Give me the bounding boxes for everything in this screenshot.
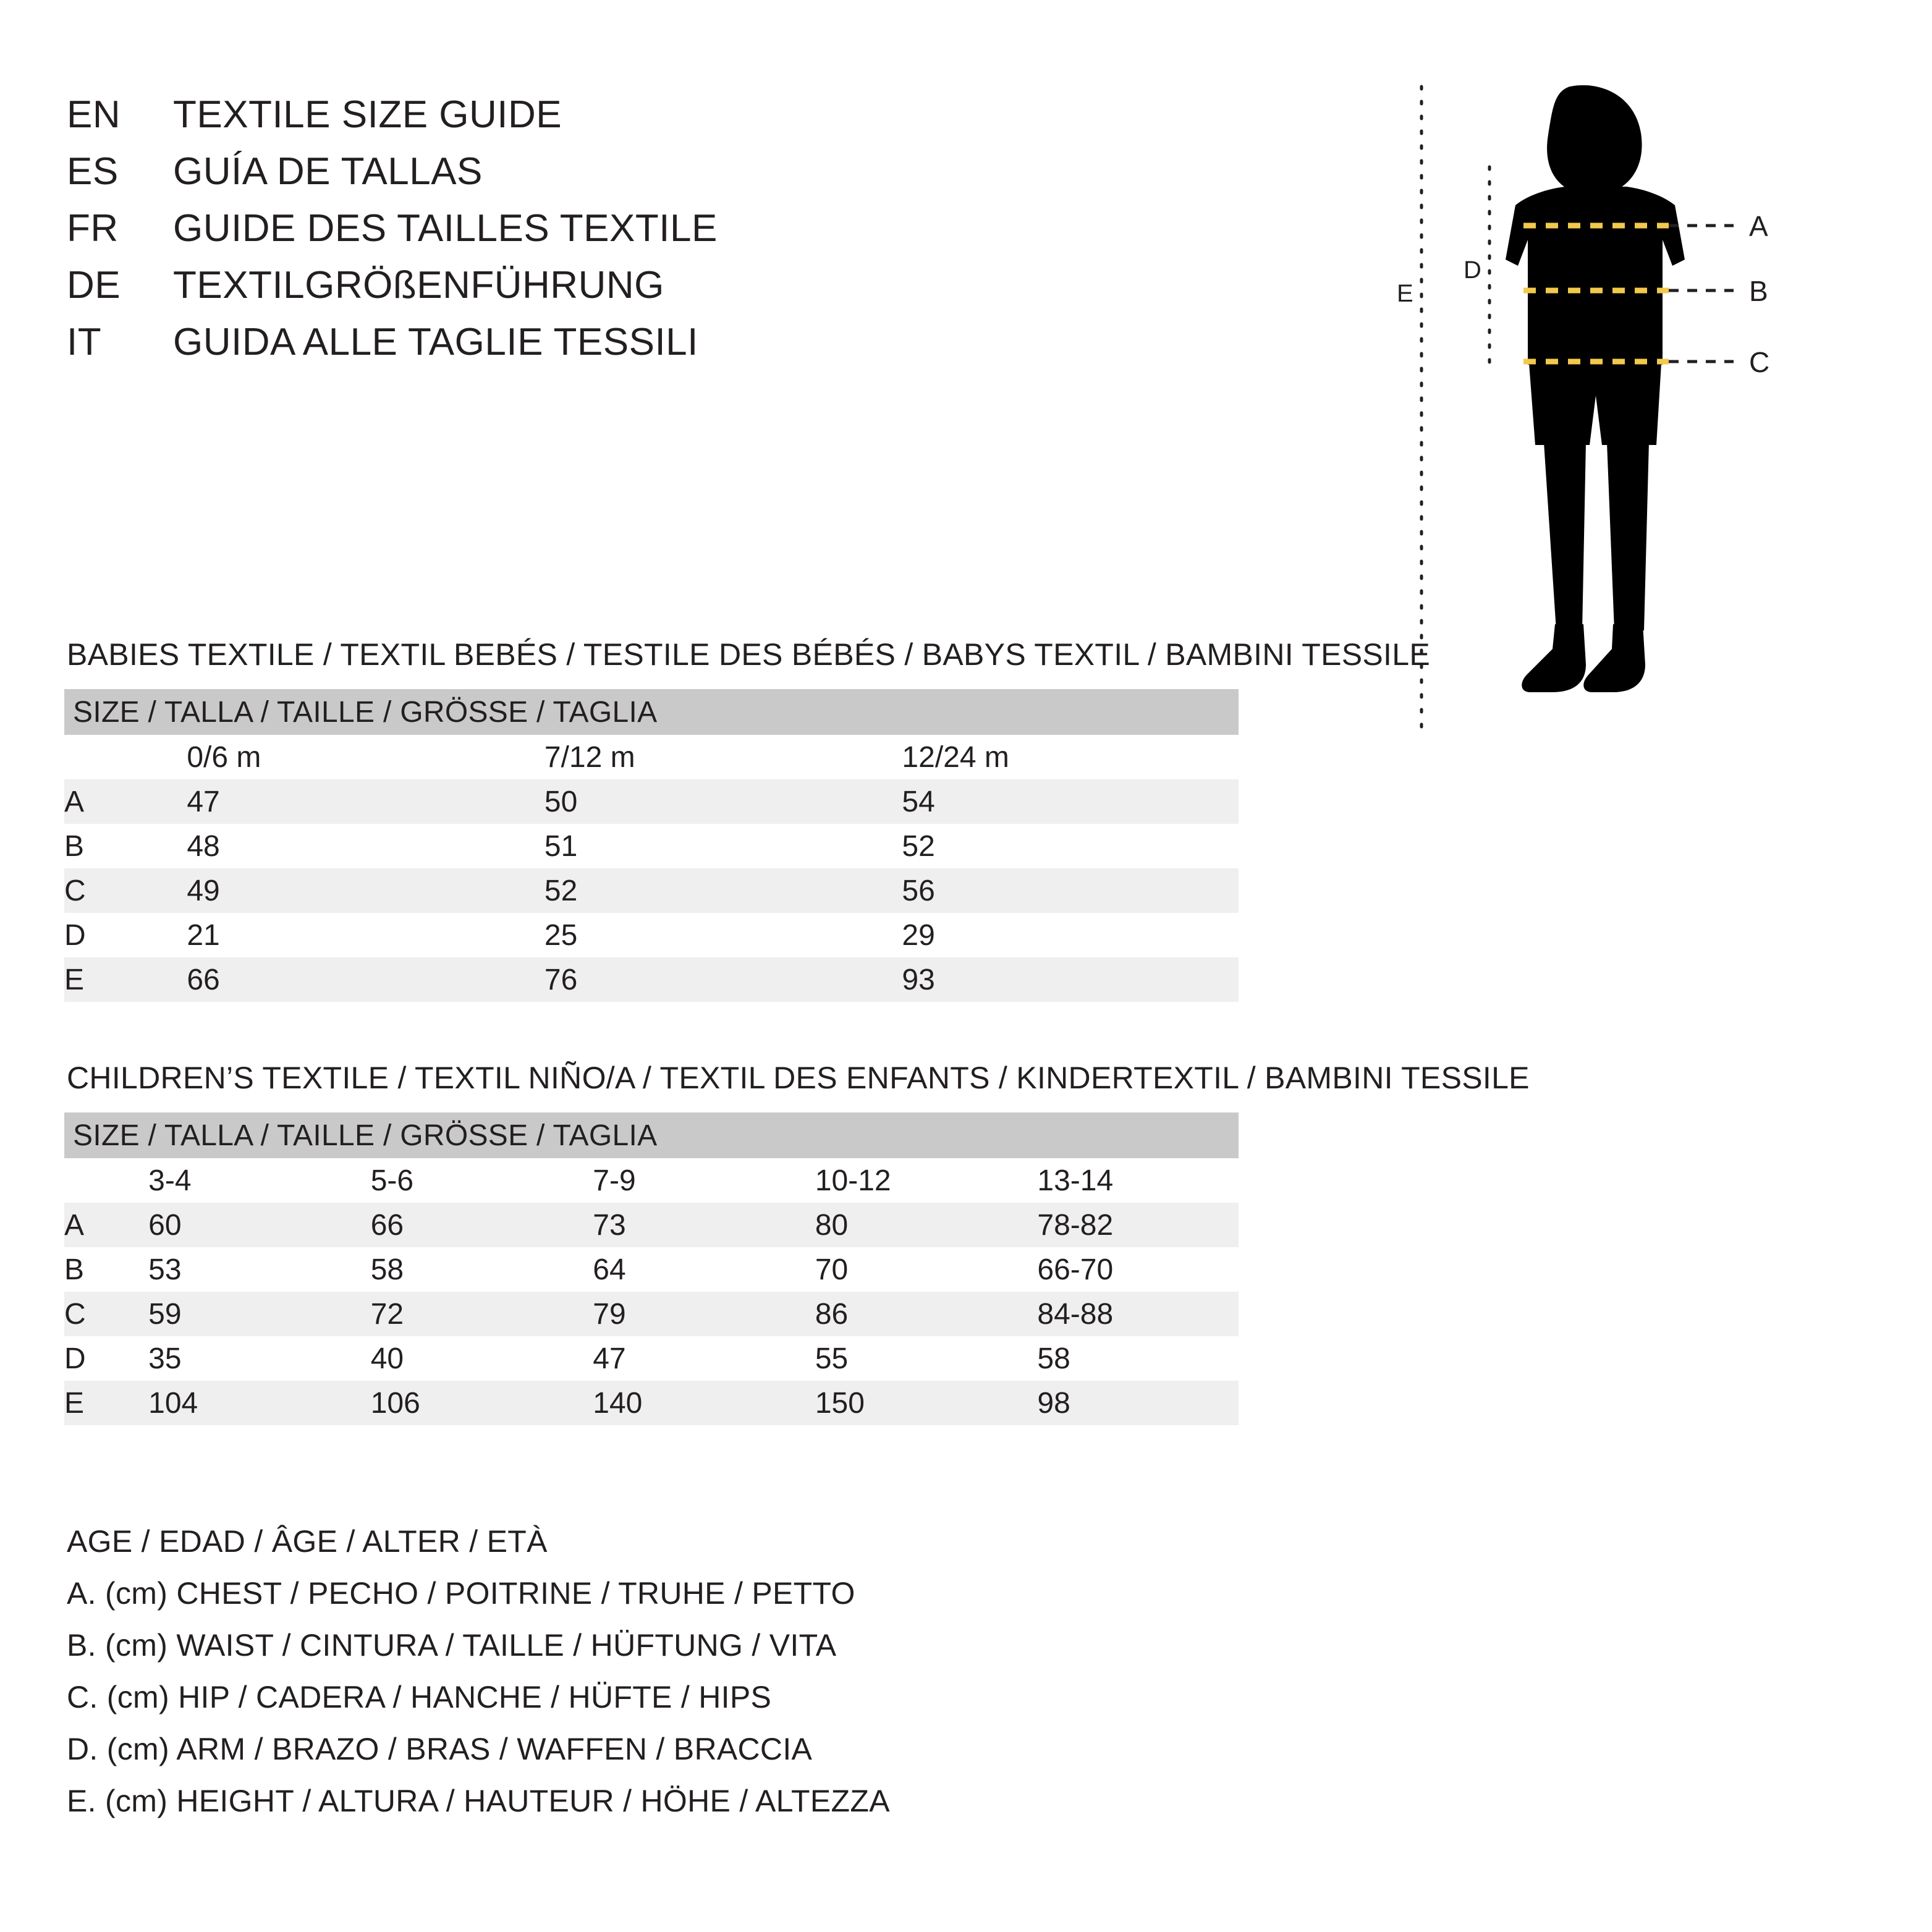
legend-height: E. (cm) HEIGHT / ALTURA / HAUTEUR / HÖHE / ALTEZZA — [67, 1784, 890, 1818]
cell-c-0: 49 — [166, 868, 523, 913]
cell-a-2: 54 — [881, 779, 1239, 824]
row-label-c: C — [64, 868, 166, 913]
cell-b-3: 70 — [794, 1247, 1017, 1292]
language-code-es: ES — [67, 150, 119, 193]
language-text-en: TEXTILE SIZE GUIDE — [173, 93, 562, 136]
children-section-title: CHILDREN’S TEXTILE / TEXTIL NIÑO/A / TEXTIL DES ENFANTS / KINDERTEXTIL / BAMBINI TESSILE — [67, 1061, 1530, 1095]
cell-e-2: 93 — [881, 957, 1239, 1002]
table-header-row — [64, 1112, 1239, 1158]
cell-b-1: 51 — [523, 824, 881, 868]
row-label-b: B — [64, 1247, 127, 1292]
table-row — [64, 868, 1239, 913]
table-row — [64, 1336, 1239, 1381]
row-label-a: A — [64, 1203, 127, 1247]
cell-a-3: 80 — [794, 1203, 1017, 1247]
marker-c: C — [1749, 346, 1770, 378]
cell-d-1: 25 — [523, 913, 881, 957]
language-code-it: IT — [67, 321, 102, 363]
cell-d-0: 35 — [127, 1336, 350, 1381]
cell-d-4: 58 — [1016, 1336, 1239, 1381]
cell-d-2: 47 — [572, 1336, 794, 1381]
cell-b-2: 64 — [572, 1247, 794, 1292]
table-row — [64, 779, 1239, 824]
cell-b-2: 52 — [881, 824, 1239, 868]
language-text-de: TEXTILGRÖßENFÜHRUNG — [173, 264, 664, 307]
cell-e-4: 98 — [1016, 1381, 1239, 1425]
cell-c-1: 52 — [523, 868, 881, 913]
row-label-d: D — [64, 1336, 127, 1381]
row-label-a: A — [64, 779, 166, 824]
child-silhouette — [1506, 85, 1685, 692]
table-row — [64, 913, 1239, 957]
measurement-figure — [1397, 74, 1866, 773]
language-text-es: GUÍA DE TALLAS — [173, 150, 483, 193]
cell-b-0: 53 — [127, 1247, 350, 1292]
babies-size-table — [64, 689, 1239, 1002]
column-corner — [64, 1158, 127, 1203]
cell-b-4: 66-70 — [1016, 1247, 1239, 1292]
measurement-legend — [67, 1523, 1303, 1835]
cell-c-2: 79 — [572, 1292, 794, 1336]
row-label-e: E — [64, 1381, 127, 1425]
babies-col-2: 12/24 m — [881, 735, 1239, 779]
cell-a-0: 47 — [166, 779, 523, 824]
babies-section-title: BABIES TEXTILE / TEXTIL BEBÉS / TESTILE DES BÉBÉS / BABYS TEXTIL / BAMBINI TESSILE — [67, 637, 1430, 672]
language-row-it — [67, 320, 1179, 377]
legend-waist: B. (cm) WAIST / CINTURA / TAILLE / HÜFTUNG / VITA — [67, 1628, 837, 1663]
table-header-row — [64, 689, 1239, 735]
cell-e-1: 106 — [350, 1381, 572, 1425]
column-corner — [64, 735, 166, 779]
cell-a-0: 60 — [127, 1203, 350, 1247]
cell-c-4: 84-88 — [1016, 1292, 1239, 1336]
table-row — [64, 1203, 1239, 1247]
table-column-row — [64, 735, 1239, 779]
cell-a-4: 78-82 — [1016, 1203, 1239, 1247]
cell-e-3: 150 — [794, 1381, 1017, 1425]
cell-c-1: 72 — [350, 1292, 572, 1336]
language-code-fr: FR — [67, 207, 119, 250]
babies-col-1: 7/12 m — [523, 735, 881, 779]
children-col-3: 10-12 — [794, 1158, 1017, 1203]
cell-d-1: 40 — [350, 1336, 572, 1381]
marker-e: E — [1397, 280, 1413, 307]
table-row — [64, 957, 1239, 1002]
children-col-4: 13-14 — [1016, 1158, 1239, 1203]
language-row-fr — [67, 206, 1179, 263]
cell-b-0: 48 — [166, 824, 523, 868]
children-table-header: SIZE / TALLA / TAILLE / GRÖSSE / TAGLIA — [64, 1112, 1239, 1158]
table-row — [64, 1247, 1239, 1292]
row-label-b: B — [64, 824, 166, 868]
language-title-list — [67, 93, 1179, 377]
cell-c-2: 56 — [881, 868, 1239, 913]
cell-e-2: 140 — [572, 1381, 794, 1425]
table-row — [64, 1292, 1239, 1336]
language-row-en — [67, 93, 1179, 150]
cell-a-1: 66 — [350, 1203, 572, 1247]
row-label-d: D — [64, 913, 166, 957]
row-label-c: C — [64, 1292, 127, 1336]
row-label-e: E — [64, 957, 166, 1002]
cell-a-1: 50 — [523, 779, 881, 824]
babies-col-0: 0/6 m — [166, 735, 523, 779]
language-text-it: GUIDA ALLE TAGLIE TESSILI — [173, 321, 698, 363]
legend-arm: D. (cm) ARM / BRAZO / BRAS / WAFFEN / BRACCIA — [67, 1732, 813, 1766]
table-row — [64, 1381, 1239, 1425]
cell-a-2: 73 — [572, 1203, 794, 1247]
children-col-1: 5-6 — [350, 1158, 572, 1203]
children-col-0: 3-4 — [127, 1158, 350, 1203]
cell-d-0: 21 — [166, 913, 523, 957]
cell-e-0: 66 — [166, 957, 523, 1002]
language-row-de — [67, 263, 1179, 320]
language-code-de: DE — [67, 264, 121, 307]
language-row-es — [67, 150, 1179, 206]
cell-e-1: 76 — [523, 957, 881, 1002]
cell-c-3: 86 — [794, 1292, 1017, 1336]
legend-chest: A. (cm) CHEST / PECHO / POITRINE / TRUHE / PETTO — [67, 1576, 855, 1611]
cell-b-1: 58 — [350, 1247, 572, 1292]
cell-c-0: 59 — [127, 1292, 350, 1336]
cell-d-3: 55 — [794, 1336, 1017, 1381]
language-text-fr: GUIDE DES TAILLES TEXTILE — [173, 207, 718, 250]
children-col-2: 7-9 — [572, 1158, 794, 1203]
legend-hip: C. (cm) HIP / CADERA / HANCHE / HÜFTE / HIPS — [67, 1680, 772, 1714]
cell-d-2: 29 — [881, 913, 1239, 957]
table-column-row — [64, 1158, 1239, 1203]
babies-table-header: SIZE / TALLA / TAILLE / GRÖSSE / TAGLIA — [64, 689, 1239, 735]
marker-d: D — [1464, 256, 1481, 284]
legend-age: AGE / EDAD / ÂGE / ALTER / ETÀ — [67, 1524, 548, 1559]
language-code-en: EN — [67, 93, 121, 136]
marker-b: B — [1749, 275, 1768, 307]
children-size-table — [64, 1112, 1239, 1425]
marker-a: A — [1749, 210, 1768, 242]
table-row — [64, 824, 1239, 868]
cell-e-0: 104 — [127, 1381, 350, 1425]
